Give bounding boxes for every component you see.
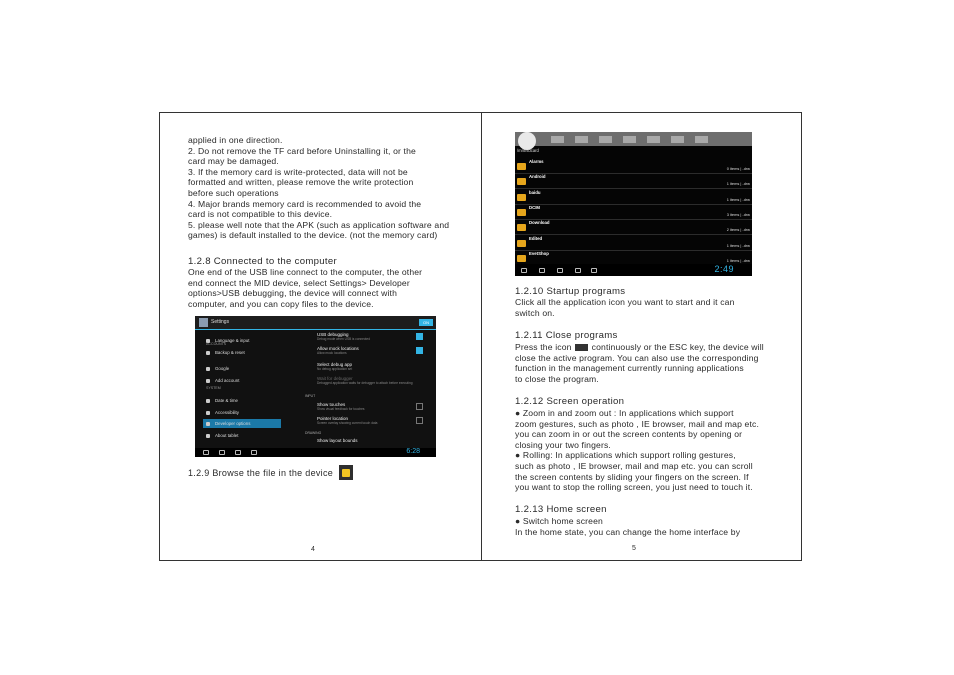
settings-left-list	[203, 332, 281, 448]
section-128-text	[188, 267, 422, 309]
settings-nav-bar	[195, 448, 436, 457]
text-line: to close the program.	[515, 373, 599, 384]
settings-item	[203, 364, 281, 373]
option-title: Select debug app	[317, 362, 353, 367]
text-line: Click all the application icon you want to start and it can	[515, 297, 735, 307]
option-description: Debugged application waits for debugger to attach before executing	[317, 381, 413, 385]
section-1211-line1-before: Press the icon	[515, 342, 572, 352]
settings-item	[203, 408, 281, 417]
folder-icon	[517, 255, 526, 262]
option-description: Allow mock locations	[317, 351, 347, 355]
developer-option	[317, 332, 429, 341]
settings-item	[203, 431, 281, 440]
folder-row	[515, 173, 752, 189]
section-1210-heading: 1.2.10 Startup programs	[515, 286, 626, 297]
option-checkbox	[416, 333, 423, 340]
settings-item-label: Accessibility	[215, 410, 239, 415]
settings-screenshot	[195, 316, 436, 457]
folder-name: EvetShop	[529, 250, 549, 256]
page-divider	[481, 112, 482, 561]
current-path: /mnt/sdcard	[517, 148, 539, 153]
text-line: card may be damaged.	[188, 156, 279, 167]
section-1210-text	[515, 297, 735, 318]
developer-option	[317, 416, 429, 425]
settings-item-label: About tablet	[215, 433, 239, 438]
settings-item	[203, 396, 281, 405]
option-description: Show visual feedback for touches	[317, 407, 365, 411]
section-1211-heading: 1.2.11 Close programs	[515, 330, 618, 341]
folder-icon	[517, 209, 526, 216]
settings-item-icon	[206, 411, 210, 415]
option-description: Debug mode when USB is connected	[317, 337, 370, 341]
settings-item	[203, 419, 281, 428]
settings-item	[203, 376, 281, 385]
developer-option	[317, 402, 429, 411]
folder-name: Android	[529, 174, 546, 180]
folder-row	[515, 235, 752, 251]
page-number-left: 4	[311, 546, 315, 553]
text-line: function in the management currently running applications	[515, 363, 744, 374]
text-line: games) is default installed to the device. (not the memory card)	[188, 230, 438, 241]
text-line: such as photo , IE browser, mail and map etc. you can scroll	[515, 460, 753, 471]
toolbar-icon	[695, 136, 708, 143]
section-128-heading: 1.2.8 Connected to the computer	[188, 256, 338, 267]
option-title: Show touches	[317, 402, 346, 407]
back-icon	[521, 268, 527, 273]
text-line: 2. Do not remove the TF card before Uninstalling it, or the	[188, 145, 416, 156]
settings-item	[203, 348, 281, 357]
option-title: Pointer location	[317, 416, 349, 421]
developer-option	[317, 376, 429, 385]
text-line: end connect the MID device, select Settings> Developer	[188, 277, 410, 288]
toolbar-icon	[599, 136, 612, 143]
section-1212-heading: 1.2.12 Screen operation	[515, 396, 625, 407]
option-description: No debug application set	[317, 367, 353, 371]
text-line: you want to stop the rolling screen, you just need to touch it.	[515, 482, 753, 493]
settings-item-label: Developer options	[215, 421, 251, 426]
folder-icon	[517, 224, 526, 231]
left-page-text	[188, 135, 449, 241]
settings-item-label: Language & input	[215, 338, 250, 343]
folder-row	[515, 189, 752, 205]
settings-right-options	[305, 332, 429, 450]
text-line: In the home state, you can change the home interface by	[515, 526, 741, 537]
settings-item-icon	[206, 434, 210, 438]
text-line: close the active program. You can also use the corresponding	[515, 352, 759, 363]
settings-item-icon	[206, 379, 210, 383]
text-line: 4. Major brands memory card is recommended to avoid the	[188, 198, 422, 209]
text-line: computer, and you can copy files to the device.	[188, 298, 374, 309]
folder-info: 1 items | -drw	[726, 242, 750, 248]
developer-option	[317, 346, 429, 355]
folder-icon	[517, 163, 526, 170]
text-line: closing your two fingers.	[515, 439, 611, 450]
settings-icon	[199, 318, 208, 327]
home-icon	[219, 450, 225, 455]
settings-item-label: Date & time	[215, 398, 238, 403]
file-browser-nav-bar	[515, 264, 752, 276]
text-line: applied in one direction.	[188, 135, 283, 145]
settings-item-icon	[206, 367, 210, 371]
option-description: Screen overlay showing current touch data	[317, 421, 378, 425]
section-1211-line1-after: continuously or the ESC key, the device will	[591, 342, 764, 352]
folder-icon	[517, 178, 526, 185]
settings-action-bar	[195, 316, 436, 330]
volume-icon	[251, 450, 257, 455]
page-number-right: 5	[632, 545, 636, 552]
settings-toggle: ON	[419, 319, 433, 326]
text-line: formatted and written, please remove the write protection	[188, 177, 414, 188]
toolbar-icon	[671, 136, 684, 143]
option-title: Wait for debugger	[317, 376, 353, 381]
volume-icon	[575, 268, 581, 273]
settings-category: ACCOUNTS	[206, 342, 227, 346]
folder-name: Alarms	[529, 159, 544, 164]
toolbar-icon	[647, 136, 660, 143]
text-line: options>USB debugging, the device will connect with	[188, 288, 398, 299]
folder-name: baidu	[529, 189, 541, 195]
text-line: zoom gestures, such as photo , IE browser, mail and map etc.	[515, 418, 760, 429]
folder-row	[515, 158, 752, 174]
back-icon	[203, 450, 209, 455]
section-1212-text	[515, 408, 759, 493]
option-section: INPUT	[305, 394, 316, 398]
settings-item-icon	[206, 351, 210, 355]
settings-category: SYSTEM	[206, 386, 221, 390]
option-title: USB debugging	[317, 332, 349, 337]
folder-info: 2 items | -drw	[726, 227, 750, 233]
folder-info: 1 items | -drw	[726, 257, 750, 263]
option-title: Allow mock locations	[317, 346, 359, 351]
status-time: 2:49	[714, 264, 734, 274]
home-icon	[539, 268, 545, 273]
file-browser-toolbar	[515, 132, 752, 146]
text-line: One end of the USB line connect to the computer, the other	[188, 267, 423, 277]
recent-apps-icon	[557, 268, 563, 273]
toolbar-icon	[623, 136, 636, 143]
folder-icon	[517, 240, 526, 247]
text-line: you can zoom in or out the screen contents by opening or	[515, 429, 743, 440]
recent-apps-icon	[235, 450, 241, 455]
text-line: ● Rolling: In applications which support rolling gestures,	[515, 450, 736, 461]
folder-name: Download	[529, 220, 550, 226]
text-line: ● Zoom in and zoom out : In applications which support	[515, 408, 734, 418]
menu-key-icon	[575, 344, 588, 351]
text-line: ● Switch home screen	[515, 516, 603, 526]
section-129-heading: 1.2.9 Browse the file in the device	[188, 468, 334, 478]
toolbar-icon	[575, 136, 588, 143]
folder-name: DCIM	[529, 204, 540, 210]
text-line: 3. If the memory card is write-protected, data will not be	[188, 166, 408, 177]
folder-info: 1 items | -drw	[726, 196, 750, 202]
option-title: Show layout bounds	[317, 438, 358, 443]
text-line: switch on.	[515, 307, 555, 318]
settings-item-label: Backup & reset	[215, 350, 245, 355]
folder-icon	[517, 194, 526, 201]
volume-up-icon	[591, 268, 597, 273]
option-checkbox	[416, 403, 423, 410]
section-1211-text	[515, 342, 764, 384]
settings-item-label: Add account	[215, 378, 240, 383]
toolbar-icon	[551, 136, 564, 143]
folder-name: Edited	[529, 235, 543, 241]
folder-row	[515, 219, 752, 235]
file-manager-icon	[339, 465, 353, 480]
settings-title: Settings	[211, 319, 230, 325]
text-line: card is not compatible to this device.	[188, 209, 333, 220]
text-line: 5. please well note that the APK (such as application software and	[188, 219, 450, 230]
settings-item-icon	[206, 422, 210, 426]
developer-option	[317, 362, 429, 371]
developer-option	[317, 438, 429, 443]
option-checkbox	[416, 347, 423, 354]
folder-info: 3 items | -drw	[726, 211, 750, 217]
status-time: 6:28	[406, 448, 420, 455]
text-line: the screen contents by sliding your fingers on the screen. If	[515, 471, 749, 482]
option-section: DRAWING	[305, 431, 322, 435]
file-browser-screenshot	[515, 132, 752, 276]
option-checkbox	[416, 417, 423, 424]
section-1213-heading: 1.2.13 Home screen	[515, 504, 607, 515]
settings-item-icon	[206, 399, 210, 403]
text-line: before such operations	[188, 187, 279, 198]
folder-info: 0 items | -drw	[726, 166, 750, 171]
settings-item-label: Google	[215, 366, 230, 371]
folder-row	[515, 204, 752, 220]
folder-info: 1 items | -drw	[726, 181, 750, 187]
section-1213-text	[515, 516, 740, 537]
